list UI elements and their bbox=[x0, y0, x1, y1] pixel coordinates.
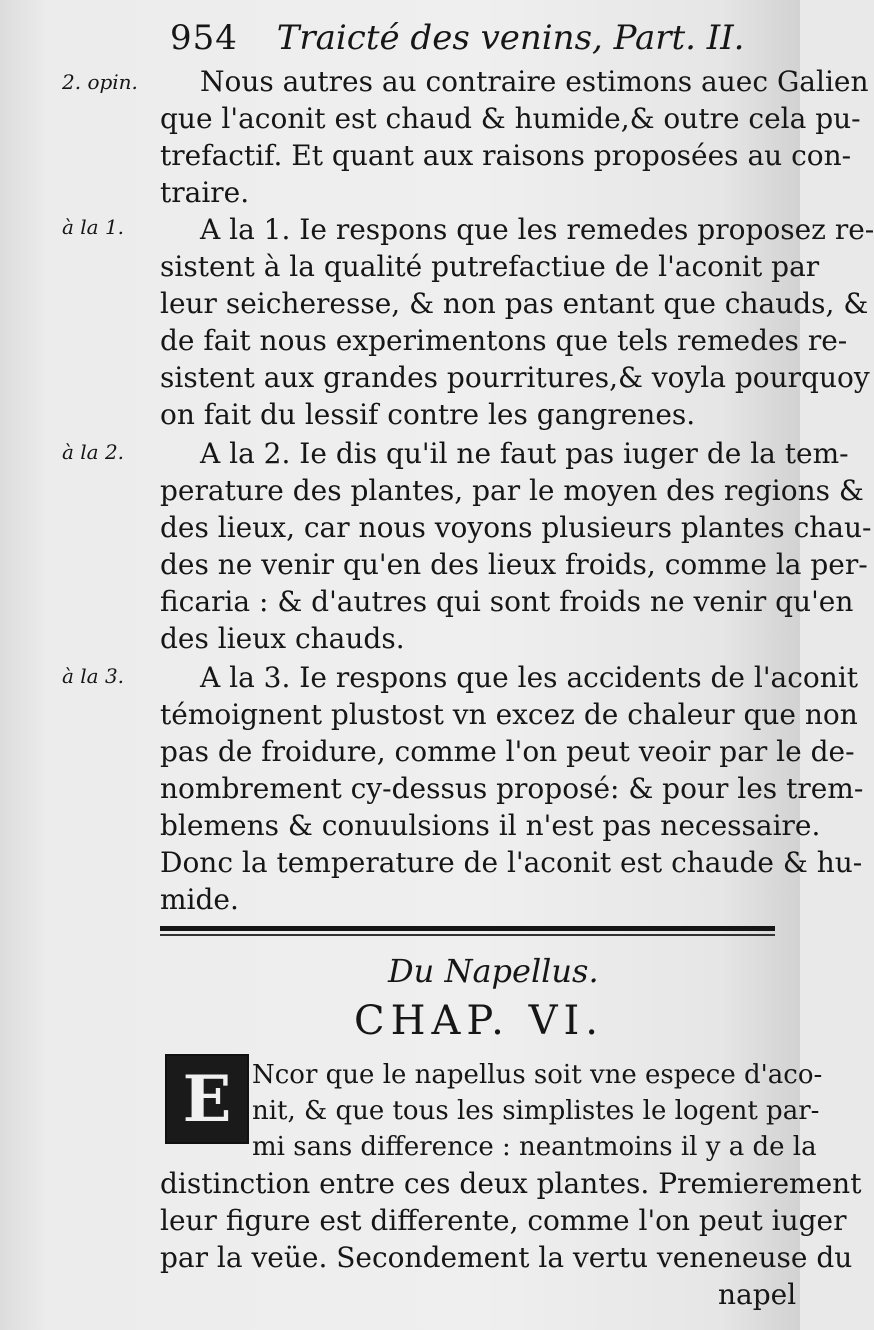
page-number: 954 bbox=[170, 18, 238, 58]
text-line: Donc la temperature de l'aconit est chaude & hu- bbox=[160, 846, 863, 879]
text-line: A la 1. Ie respons que les remedes proposez re- bbox=[200, 213, 874, 246]
text-line: trefactif. Et quant aux raisons proposées au con- bbox=[160, 139, 852, 172]
text-line: on fait du lessif contre les gangrenes. bbox=[160, 398, 696, 431]
section-rule bbox=[160, 926, 775, 931]
chapter-text-line: par la veüe. Secondement la vertu veneneuse du bbox=[160, 1241, 853, 1274]
section-rule-thin bbox=[160, 934, 775, 936]
text-line: Nous autres au contraire estimons auec Galien bbox=[200, 65, 869, 98]
chapter-text-line: distinction entre ces deux plantes. Premierement bbox=[160, 1167, 862, 1200]
margin-note-second: à la 2. bbox=[62, 440, 125, 464]
text-line: des lieux chauds. bbox=[160, 622, 405, 655]
text-line: des ne venir qu'en des lieux froids, comme la per- bbox=[160, 548, 868, 581]
text-line: témoignent plustost vn excez de chaleur que non bbox=[160, 698, 858, 731]
text-line: leur seicheresse, & non pas entant que chauds, & bbox=[160, 287, 869, 320]
chapter-text-line: mi sans difference : neantmoins il y a de la bbox=[252, 1132, 817, 1162]
chapter-text-line: leur figure est differente, comme l'on peut iuger bbox=[160, 1204, 847, 1237]
text-line: que l'aconit est chaud & humide,& outre cela pu- bbox=[160, 102, 861, 135]
text-line: pas de froidure, comme l'on peut veoir par le de- bbox=[160, 735, 855, 768]
text-line: nombrement cy-dessus proposé: & pour les trem- bbox=[160, 772, 864, 805]
drop-cap: E bbox=[165, 1054, 249, 1144]
text-line: de fait nous experimentons que tels remedes re- bbox=[160, 324, 848, 357]
text-line: des lieux, car nous voyons plusieurs plantes chau- bbox=[160, 511, 872, 544]
chapter-text-line: nit, & que tous les simplistes le logent par- bbox=[252, 1096, 820, 1126]
text-line: blemens & conuulsions il n'est pas necessaire. bbox=[160, 809, 821, 842]
margin-note-opinion: 2. opin. bbox=[62, 70, 138, 94]
text-line: traire. bbox=[160, 176, 250, 209]
text-line: mide. bbox=[160, 883, 239, 916]
text-line: perature des plantes, par le moyen des regions & bbox=[160, 474, 864, 507]
page-header bbox=[170, 18, 744, 58]
chapter-heading: CHAP. VI. bbox=[354, 998, 605, 1044]
margin-note-third: à la 3. bbox=[62, 664, 125, 688]
running-title: Traicté des venins, Part. II. bbox=[276, 18, 745, 58]
catchword: napel bbox=[718, 1278, 797, 1311]
margin-note-first: à la 1. bbox=[62, 215, 125, 239]
chapter-text-line: Ncor que le napellus soit vne espece d'aco- bbox=[252, 1060, 823, 1090]
text-line: A la 3. Ie respons que les accidents de l'aconit bbox=[200, 661, 859, 694]
text-line: sistent à la qualité putrefactiue de l'aconit par bbox=[160, 250, 820, 283]
text-line: sistent aux grandes pourritures,& voyla pourquoy bbox=[160, 361, 870, 394]
section-subtitle: Du Napellus. bbox=[388, 952, 599, 990]
text-line: ficaria : & d'autres qui sont froids ne venir qu'en bbox=[160, 585, 854, 618]
text-line: A la 2. Ie dis qu'il ne faut pas iuger de la tem- bbox=[200, 437, 849, 470]
